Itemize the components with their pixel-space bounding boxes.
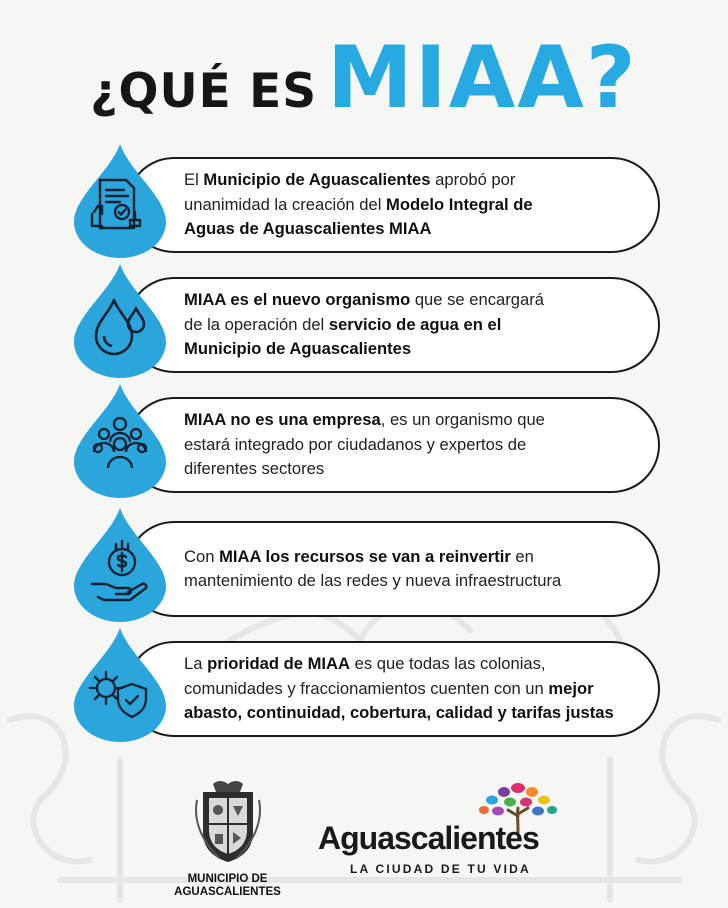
card-line	[184, 217, 533, 242]
water-drop-badge	[70, 142, 170, 260]
water-drop-badge	[70, 382, 170, 500]
card-line	[184, 457, 545, 482]
info-card-3	[126, 397, 660, 493]
bold-text: MIAA es el nuevo organismo	[184, 290, 411, 310]
bold-text: MIAA los recursos se van a reinvertir	[219, 546, 511, 566]
text: en	[510, 546, 534, 566]
bold-text: Municipio de Aguascalientes	[184, 339, 412, 359]
card-text	[184, 168, 533, 242]
coat-of-arms-icon	[193, 778, 263, 866]
bold-text: servicio de agua en el	[328, 314, 502, 334]
bold-text: prioridad de MIAA	[207, 654, 350, 674]
card-line	[184, 193, 533, 218]
water-drop-badge	[70, 506, 170, 624]
card-text	[184, 408, 545, 482]
text: es que todas las colonias,	[349, 654, 546, 674]
text: mantenimiento de las redes y nueva infraestructura	[184, 571, 562, 590]
bold-text: mejor	[548, 678, 594, 698]
card-line	[184, 569, 561, 594]
card-line	[184, 652, 614, 677]
bold-text: MIAA no es una empresa	[184, 410, 381, 430]
text: de la operación del	[184, 314, 329, 334]
bold-text: Modelo Integral de	[386, 194, 533, 214]
water-drop-badge	[70, 262, 170, 380]
card-line	[184, 433, 545, 458]
text: La	[184, 654, 208, 674]
municipio-name: MUNICIPIO DE AGUASCALIENTES	[174, 873, 281, 898]
bold-text: abasto, continuidad, cobertura, calidad y tarifas justas	[184, 703, 614, 723]
text: Con	[184, 546, 220, 566]
card-text	[184, 288, 544, 362]
title-question: ¿QUÉ ES	[90, 64, 318, 119]
card-line	[184, 701, 614, 726]
card-line	[184, 337, 544, 362]
info-card-4	[126, 521, 660, 617]
bold-text: Municipio de Aguascalientes	[203, 170, 431, 190]
text: estará integrado por ciudadanos y expertos de	[184, 434, 527, 454]
card-line	[184, 677, 614, 702]
title-miaa: MIAA?	[327, 28, 638, 128]
text: que se encargará	[410, 290, 544, 310]
card-line	[184, 288, 544, 313]
municipio-logo	[165, 778, 290, 898]
card-line	[184, 408, 545, 433]
bold-text: Aguas de Aguascalientes MIAA	[184, 219, 432, 239]
card-text	[184, 652, 614, 726]
text: , es un organismo que	[380, 410, 545, 430]
text: comunidades y fraccionamientos cuenten con un	[184, 678, 549, 698]
text: aprobó por	[430, 170, 516, 190]
page-title	[0, 28, 728, 128]
card-line	[184, 313, 544, 338]
info-card-5	[126, 641, 660, 737]
card-text	[184, 545, 561, 594]
card-line	[184, 168, 533, 193]
card-line	[184, 545, 561, 570]
text: El	[184, 170, 204, 190]
info-card-1	[126, 157, 660, 253]
brand-tagline: LA CIUDAD DE TU VIDA	[350, 862, 531, 876]
info-card-2	[126, 277, 660, 373]
text: diferentes sectores	[184, 459, 325, 479]
water-drop-badge	[70, 626, 170, 744]
text: unanimidad la creación del	[184, 194, 387, 214]
brand-name: Aguascalientes	[318, 820, 539, 856]
